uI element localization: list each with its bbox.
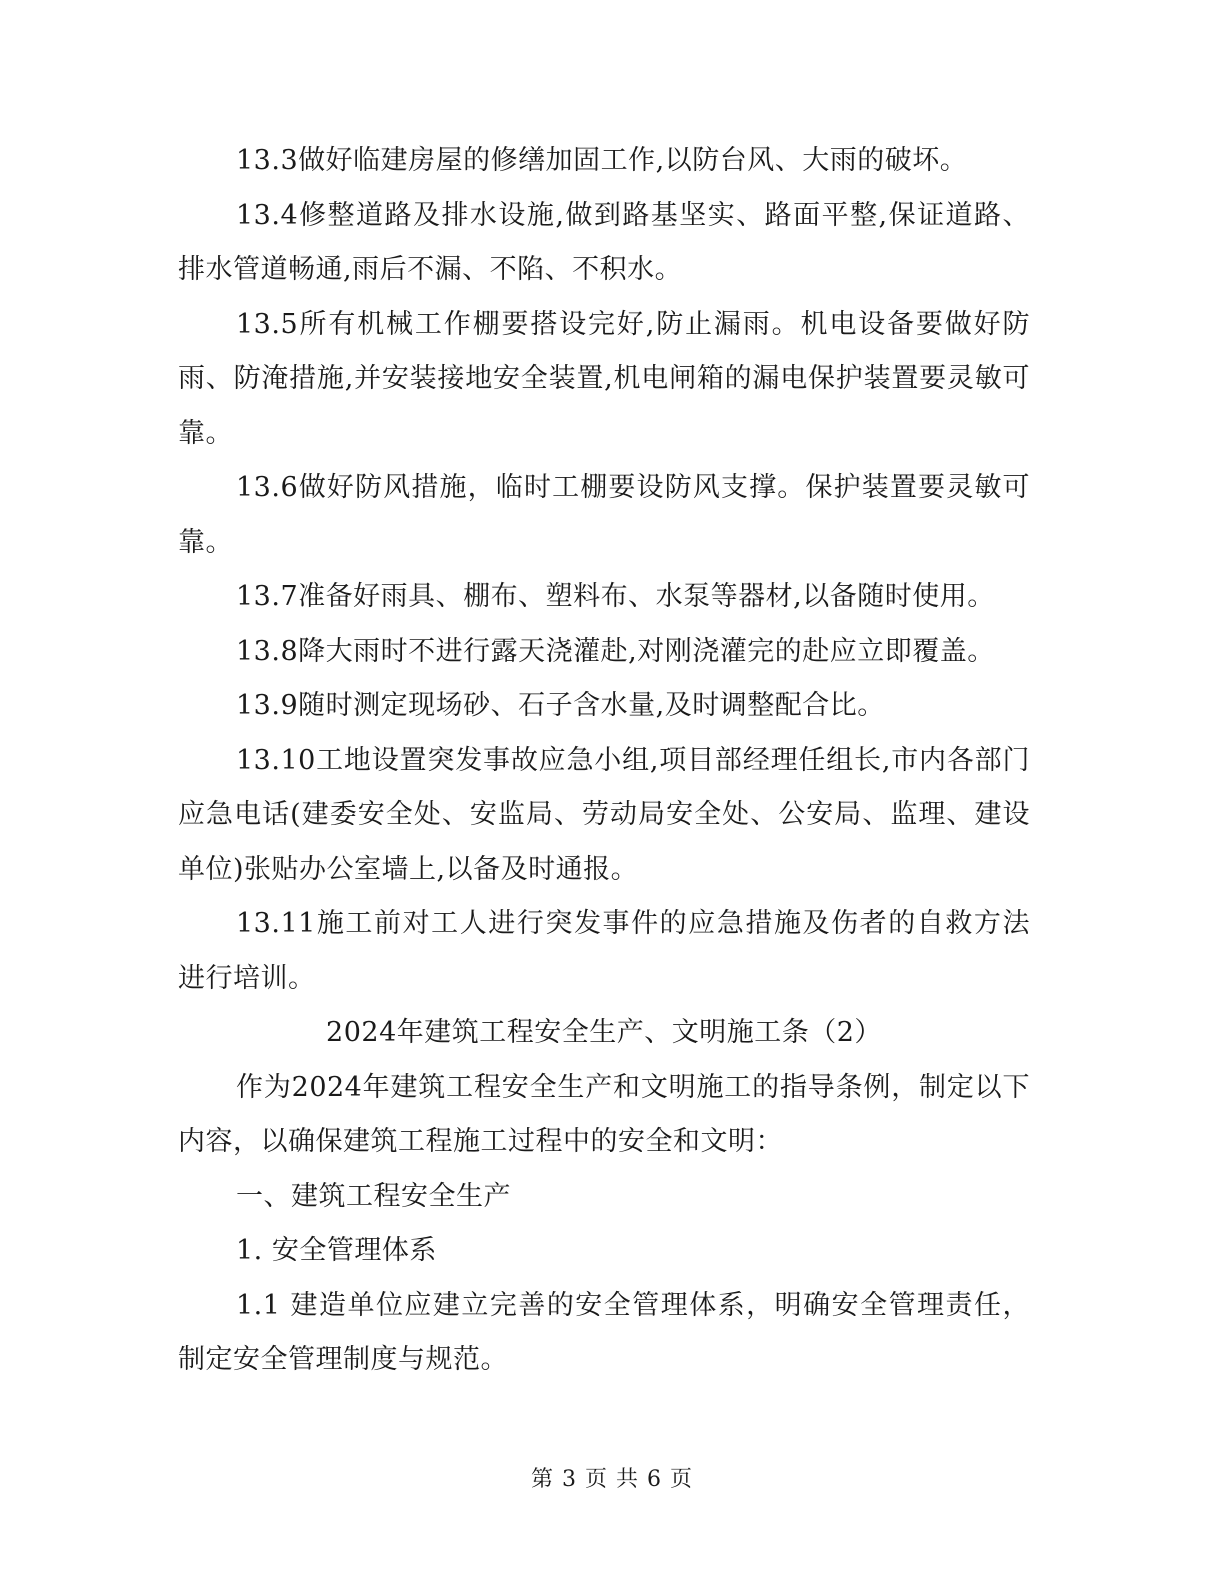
paragraph-13-9: 13.9随时测定现场砂、石子含水量,及时调整配合比。 (236, 690, 885, 721)
chapter-heading: 一、建筑工程安全生产 (236, 1180, 511, 1212)
paragraph-13-6: 13.6做好防风措施，临时工棚要设防风支撑。保护装置要灵敏可靠。 (178, 472, 1030, 558)
paragraph-13-8: 13.8降大雨时不进行露天浇灌赴,对刚浇灌完的赴应立即覆盖。 (236, 635, 995, 667)
subsection-heading: 1. 安全管理体系 (236, 1235, 437, 1266)
paragraph-13-5: 13.5所有机械工作棚要搭设完好,防止漏雨。机电设备要做好防雨、防淹措施,并安装接地安全装置,机电闸箱的漏电保护装置要灵敏可靠。 (178, 308, 1030, 449)
paragraph-1-1: 1.1 建造单位应建立完善的安全管理体系，明确安全管理责任，制定安全管理制度与规范。 (178, 1289, 1030, 1375)
paragraph-13-11: 13.11施工前对工人进行突发事件的应急措施及伤者的自救方法进行培训。 (178, 908, 1030, 994)
page-footer (0, 1462, 1224, 1493)
intro-paragraph: 作为2024年建筑工程安全生产和文明施工的指导条例，制定以下内容，以确保建筑工程施工过程中的安全和文明： (178, 1071, 1030, 1157)
paragraph-13-4: 13.4修整道路及排水设施,做到路基坚实、路面平整,保证道路、排水管道畅通,雨后不漏、不陷、不积水。 (178, 199, 1030, 285)
document-body (178, 134, 1030, 1388)
page-number-label: 第 3 页 共 6 页 (531, 1467, 693, 1492)
paragraph-13-10: 13.10工地设置突发事故应急小组,项目部经理任组长,市内各部门应急电话(建委安全处、安监局、劳动局安全处、公安局、监理、建设单位)张贴办公室墙上,以备及时通报。 (178, 744, 1030, 885)
paragraph-13-3: 13.3做好临建房屋的修缮加固工作,以防台风、大雨的破坏。 (236, 145, 968, 176)
paragraph-13-7: 13.7准备好雨具、棚布、塑料布、水泵等器材,以备随时使用。 (236, 581, 995, 612)
section-title: 2024年建筑工程安全生产、文明施工条（2） (326, 1017, 882, 1048)
